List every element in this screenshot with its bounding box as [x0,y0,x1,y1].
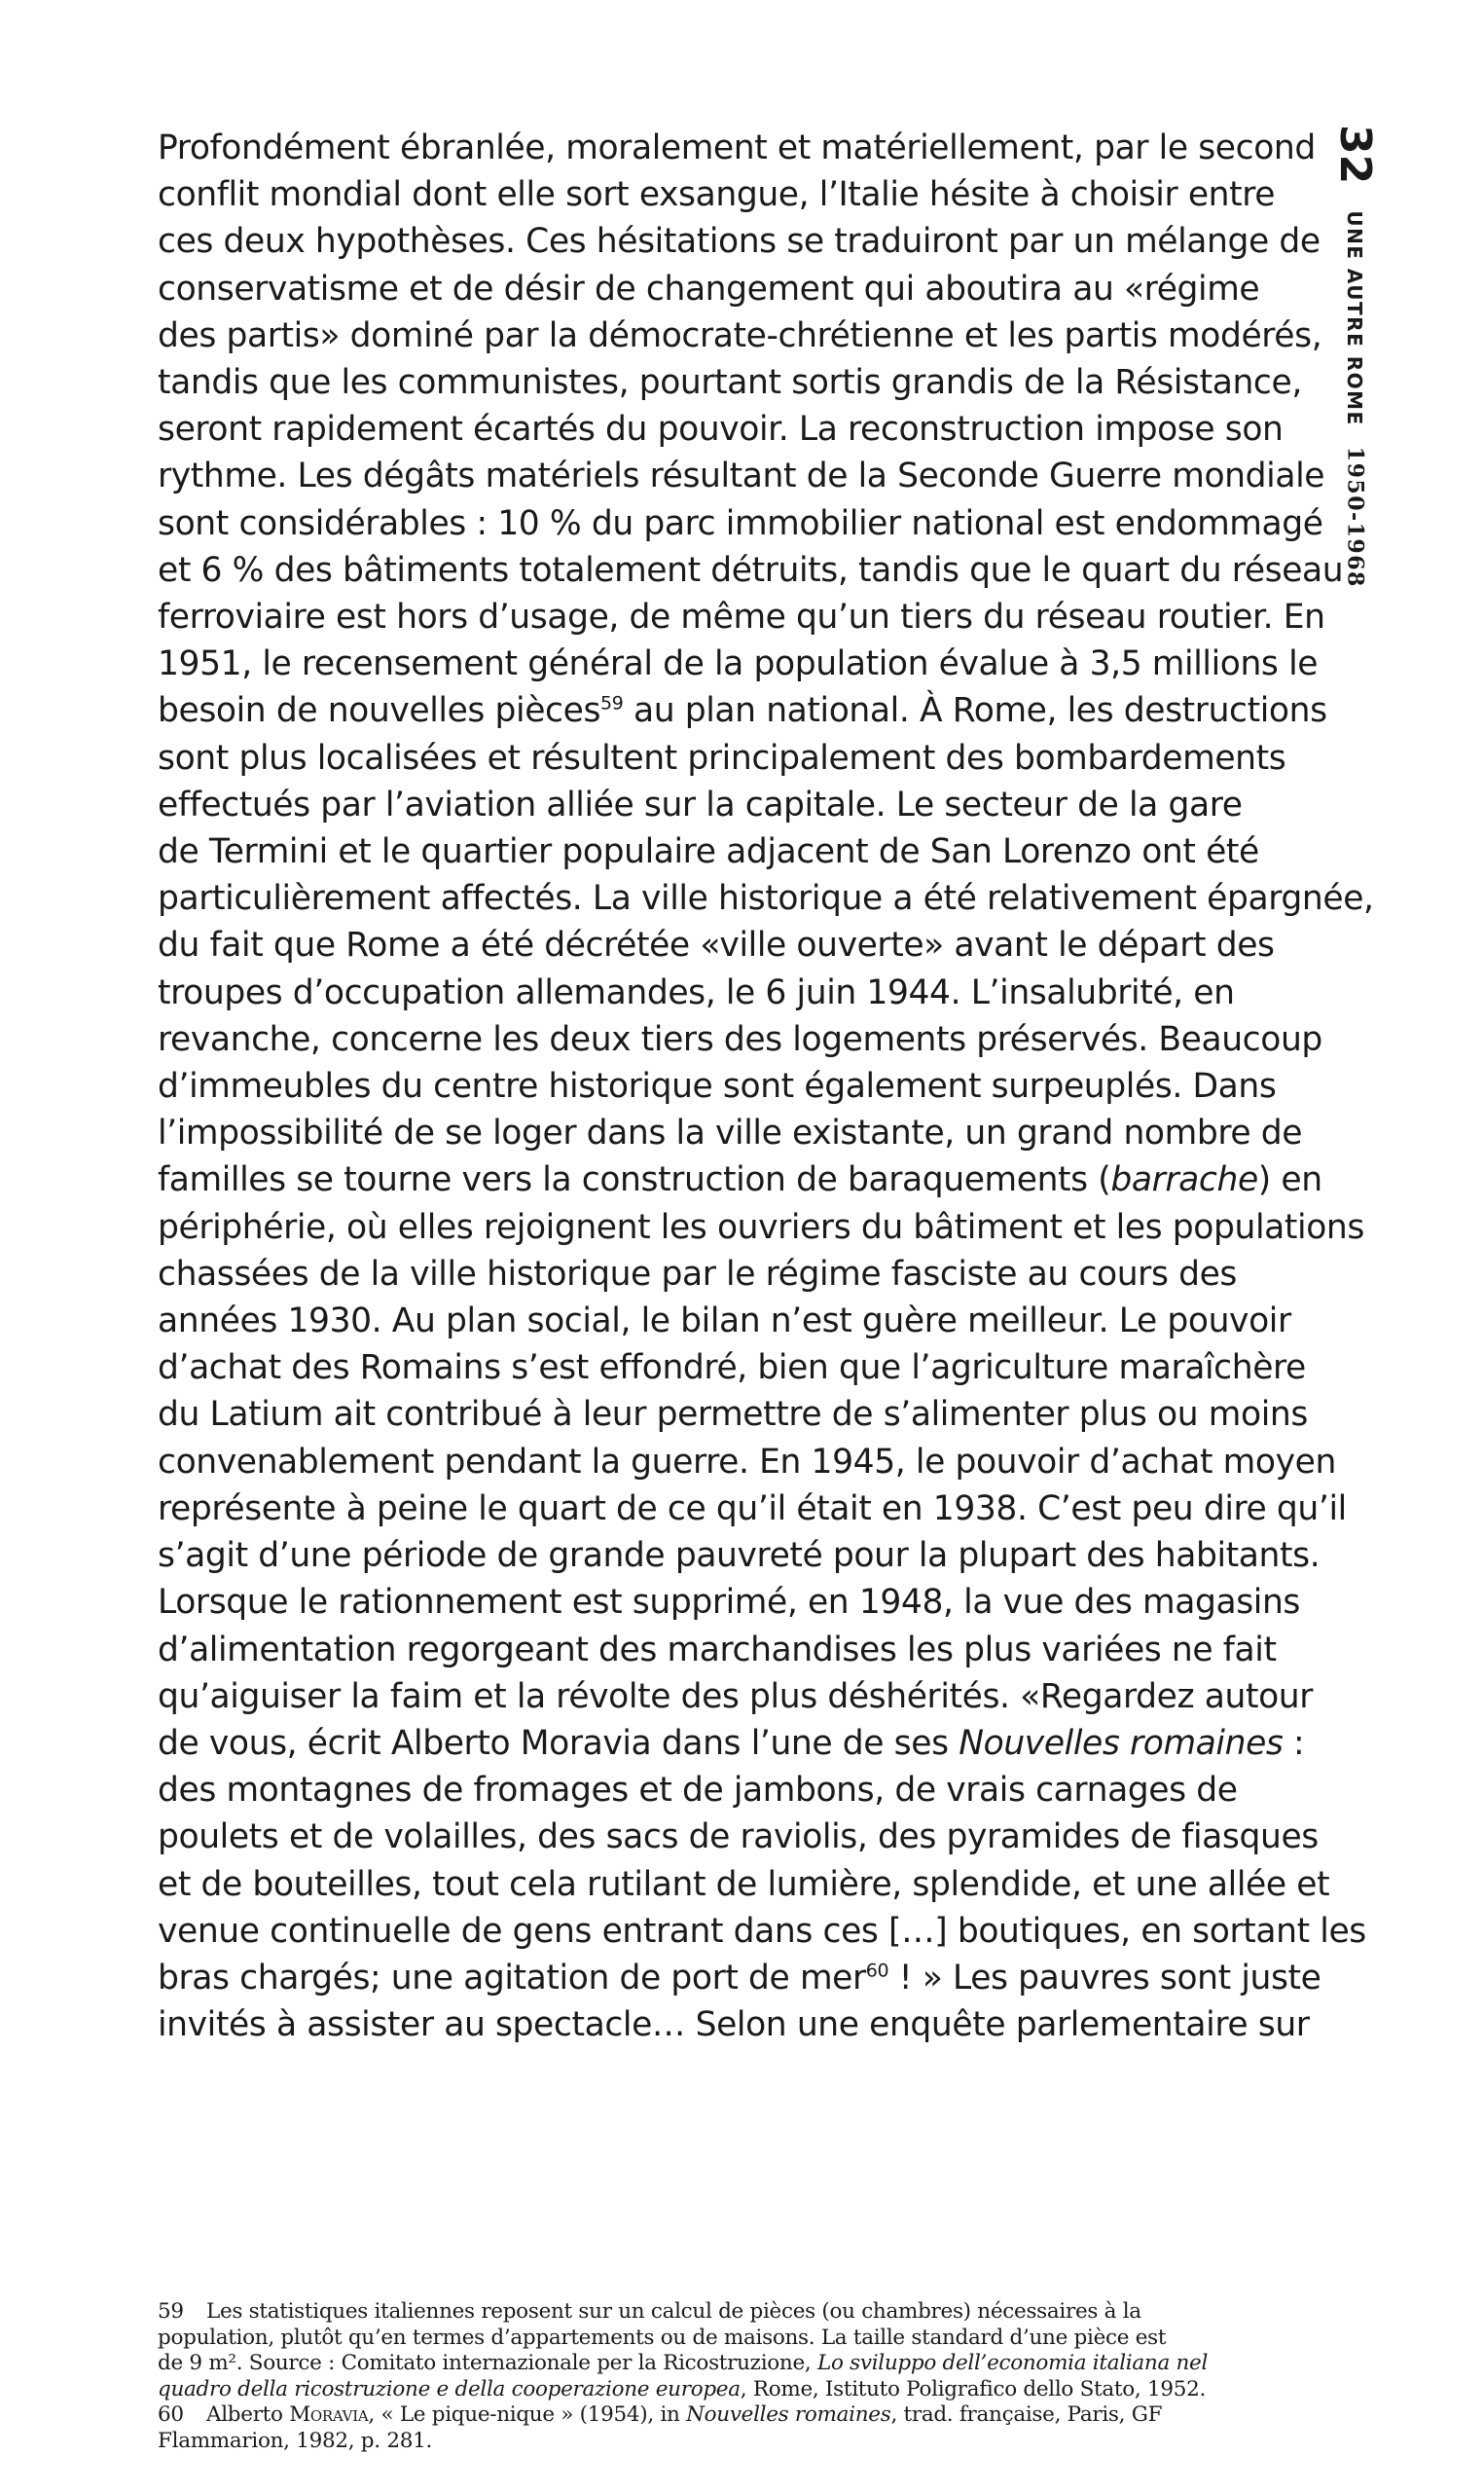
body-line: d’immeubles du centre historique sont également surpeuplés. Dans [158,1067,1277,1107]
footnote-text: , trad. française, Paris, GF [890,2402,1163,2427]
footnote-number: 60 [158,2402,184,2427]
footnote-ref-59[interactable]: 59 [600,692,624,715]
footnote-italic: quadro della ricostruzione e della cooperazione europea [158,2376,741,2401]
body-line: tandis que les communistes, pourtant sortis grandis de la Résistance, [158,363,1302,403]
body-line: et de bouteilles, tout cela rutilant de lumière, splendide, et une allée et [158,1864,1330,1904]
footnote-italic: Lo sviluppo dell’economia italiana nel [816,2351,1209,2375]
body-line: Lorsque le rationnement est supprimé, en 1948, la vue des magasins [158,1583,1300,1623]
body-line: ferroviaire est hors d’usage, de même qu’un tiers du réseau routier. En [158,598,1325,638]
body-line: Profondément ébranlée, moralement et matériellement, par le second [158,128,1316,167]
line-text: : [1283,1723,1305,1763]
footnote-text: Alberto [206,2402,290,2427]
body-line-with-note-59 [158,687,1327,734]
running-title: UNE AUTRE ROME [1343,210,1367,426]
body-line: des partis» dominé par la démocrate-chrétienne et les partis modérés, [158,315,1322,355]
footnote-60-line [158,2402,1306,2429]
body-line: convenablement pendant la guerre. En 1945, le pouvoir d’achat moyen [158,1442,1336,1482]
body-line: années 1930. Au plan social, le bilan n’est guère meilleur. Le pouvoir [158,1301,1291,1341]
body-line: 1951, le recensement général de la population évalue à 3,5 millions le [158,644,1319,684]
body-line: sont considérables : 10 % du parc immobilier national est endommagé [158,503,1323,543]
body-line: ces deux hypothèses. Ces hésitations se traduiront par un mélange de [158,222,1321,262]
body-line: conservatisme et de désir de changement qui aboutira au «régime [158,269,1260,309]
body-line: chassées de la ville historique par le régime fasciste au cours des [158,1254,1238,1294]
body-line: du fait que Rome a été décrétée «ville ouverte» avant le départ des [158,926,1275,966]
body-line: effectués par l’aviation alliée sur la capitale. Le secteur de la gare [158,785,1243,825]
body-line: des montagnes de fromages et de jambons, de vrais carnages de [158,1771,1238,1811]
body-line: conflit mondial dont elle sort exsangue, l’Italie hésite à choisir entre [158,175,1276,215]
body-line: revanche, concerne les deux tiers des logements préservés. Beaucoup [158,1019,1322,1059]
body-line-with-italic [158,1156,1322,1203]
line-text: au plan national. À Rome, les destructions [623,691,1327,731]
body-line: périphérie, où elles rejoignent les ouvriers du bâtiment et les populations [158,1207,1364,1247]
body-line: l’impossibilité de se loger dans la ville existante, un grand nombre de [158,1114,1303,1154]
footnotes [158,2299,1306,2454]
footnote-59-line [158,2299,1306,2326]
italic-term-barrache: barrache [1110,1160,1258,1200]
body-line: représente à peine le quart de ce qu’il était en 1938. C’est peu dire qu’il [158,1488,1347,1528]
line-text: bras chargés; une agitation de port de mer [158,1958,866,1997]
body-line: troupes d’occupation allemandes, le 6 juin 1944. L’insalubrité, en [158,972,1235,1012]
body-line: poulets et de volailles, des sacs de raviolis, des pyramides de fiasques [158,1817,1319,1857]
body-line: invités à assister au spectacle… Selon une enquête parlementaire sur [158,2005,1310,2045]
footnote-60-line: Flammarion, 1982, p. 281. [158,2428,433,2453]
body-line: de Termini et le quartier populaire adjacent de San Lorenzo ont été [158,832,1259,872]
line-text: familles se tourne vers la construction de baraquements ( [158,1160,1111,1200]
body-line: et 6 % des bâtiments totalement détruits, tandis que le quart du réseau [158,550,1344,590]
footnote-text: , « Le pique-nique » (1954), in [368,2402,687,2427]
body-line: rythme. Les dégâts matériels résultant de la Seconde Guerre mondiale [158,457,1325,496]
footnote-59-line [158,2377,1306,2403]
page-number: 32 [1330,125,1380,185]
line-text: ! » Les pauvres sont juste [888,1958,1321,1997]
body-line: d’achat des Romains s’est effondré, bien que l’agriculture maraîchère [158,1348,1306,1388]
footnote-number: 59 [158,2299,184,2324]
italic-book-title: Nouvelles romaines [959,1723,1284,1763]
running-head-inner [1330,125,1380,588]
body-line: d’alimentation regorgeant des marchandises les plus variées ne fait [158,1630,1277,1669]
footnote-text: , Rome, Istituto Poligrafico dello Stato, 1952. [740,2376,1206,2401]
body-line: sont plus localisées et résultent principalement des bombardements [158,738,1286,778]
footnote-59-line: population, plutôt qu’en termes d’appartements ou de maisons. La taille standard d’une pièce est [158,2325,1167,2350]
body-line-with-italic [158,1720,1305,1767]
footnote-ref-60[interactable]: 60 [865,1960,889,1982]
line-text: de vous, écrit Alberto Moravia dans l’une de ses [158,1723,959,1763]
body-line: seront rapidement écartés du pouvoir. La reconstruction impose son [158,410,1284,450]
body-line: s’agit d’une période de grande pauvreté pour la plupart des habitants. [158,1536,1321,1576]
footnote-author-name: Moravia [289,2402,369,2427]
body-line-with-note-60 [158,1955,1321,2001]
running-years: 1950-1968 [1342,446,1368,588]
body-line: du Latium ait contribué à leur permettre de s’alimenter plus ou moins [158,1395,1308,1435]
footnote-text: Les statistiques italiennes reposent sur un calcul de pièces (ou chambres) nécessaires à la [206,2299,1141,2324]
body-line: venue continuelle de gens entrant dans ces […] boutiques, en sortant les [158,1911,1366,1951]
body-line: qu’aiguiser la faim et la révolte des plus déshérités. «Regardez autour [158,1676,1314,1716]
footnote-text: de 9 m². Source : Comitato internazionale per la Ricostruzione, [158,2351,817,2375]
body-line: particulièrement affectés. La ville historique a été relativement épargnée, [158,879,1374,919]
line-text: besoin de nouvelles pièces [158,691,601,731]
footnote-59-line [158,2351,1306,2377]
line-text: ) en [1257,1160,1322,1200]
footnote-italic: Nouvelles romaines [686,2402,891,2427]
